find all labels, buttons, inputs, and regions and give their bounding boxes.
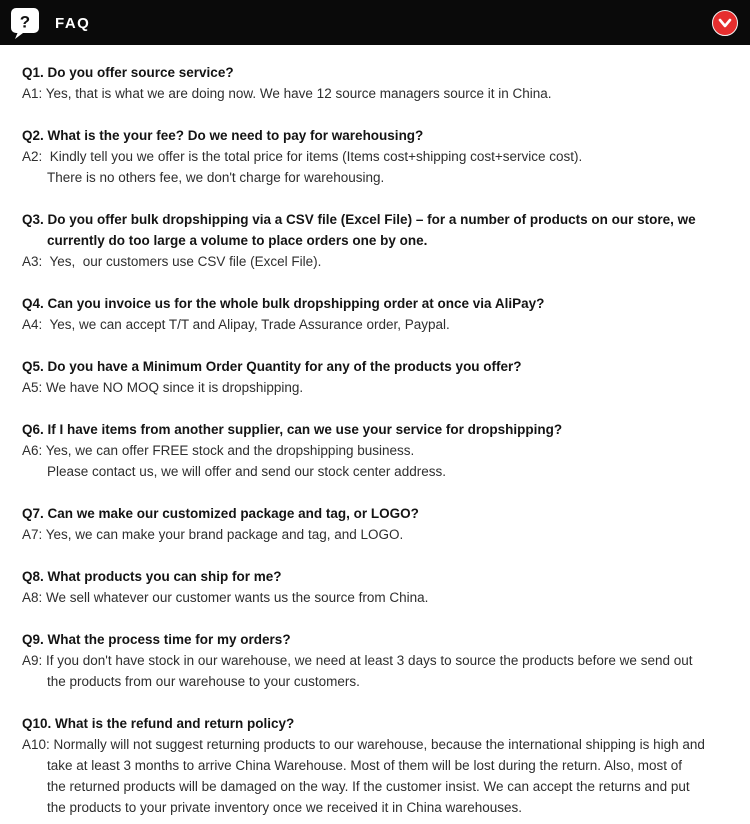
question-line: Q6. If I have items from another supplier, can we use your service for dropshipping?	[22, 422, 563, 437]
faq-header-bar	[0, 0, 750, 45]
answer-line: A7: Yes, we can make your brand package and tag, and LOGO.	[22, 527, 404, 542]
faq-item	[22, 125, 728, 188]
question-line: Q3. Do you offer bulk dropshipping via a CSV file (Excel File) – for a number of products on our store, we	[22, 212, 696, 227]
answer-line: There is no others fee, we don't charge for warehousing.	[47, 170, 385, 185]
faq-question	[22, 356, 728, 377]
answer-line: take at least 3 months to arrive China Warehouse. Most of them will be lost during the return. Also, most of	[47, 758, 683, 773]
faq-answer	[22, 650, 728, 692]
faq-item	[22, 209, 728, 272]
answer-line: A3: Yes, our customers use CSV file (Excel File).	[22, 254, 322, 269]
question-mark-glyph: ?	[19, 12, 31, 31]
faq-item	[22, 293, 728, 335]
header-title: FAQ	[55, 15, 91, 32]
faq-item	[22, 503, 728, 545]
faq-question	[22, 566, 728, 587]
faq-answer	[22, 587, 728, 608]
faq-question	[22, 503, 728, 524]
question-line: Q4. Can you invoice us for the whole bulk dropshipping order at once via AliPay?	[22, 296, 545, 311]
answer-line: A10: Normally will not suggest returning products to our warehouse, because the international shipping is high and	[22, 737, 705, 752]
faq-answer	[22, 83, 728, 104]
answer-line: the products to your private inventory once we received it in China warehouses.	[47, 800, 523, 815]
question-line: Q9. What the process time for my orders?	[22, 632, 291, 647]
answer-line: A6: Yes, we can offer FREE stock and the dropshipping business.	[22, 443, 415, 458]
answer-line: the products from our warehouse to your customers.	[47, 674, 360, 689]
question-line: Q10. What is the refund and return policy?	[22, 716, 295, 731]
answer-line: A4: Yes, we can accept T/T and Alipay, Trade Assurance order, Paypal.	[22, 317, 450, 332]
question-bubble-icon	[8, 5, 42, 41]
question-line: currently do too large a volume to place orders one by one.	[47, 233, 428, 248]
faq-item	[22, 62, 728, 104]
chevron-down-icon	[718, 18, 732, 28]
faq-question	[22, 419, 728, 440]
question-line: Q1. Do you offer source service?	[22, 65, 234, 80]
faq-answer	[22, 377, 728, 398]
faq-answer	[22, 146, 728, 188]
answer-line: A9: If you don't have stock in our warehouse, we need at least 3 days to source the products before we send out	[22, 653, 693, 668]
faq-question	[22, 293, 728, 314]
faq-answer	[22, 734, 728, 818]
faq-item	[22, 629, 728, 692]
faq-answer	[22, 440, 728, 482]
faq-list	[0, 45, 750, 818]
answer-line: Please contact us, we will offer and send our stock center address.	[47, 464, 446, 479]
faq-item	[22, 566, 728, 608]
faq-item	[22, 356, 728, 398]
question-line: Q7. Can we make our customized package and tag, or LOGO?	[22, 506, 419, 521]
answer-line: A5: We have NO MOQ since it is dropshipping.	[22, 380, 304, 395]
faq-item	[22, 419, 728, 482]
answer-line: A2: Kindly tell you we offer is the total price for items (Items cost+shipping cost+service cost).	[22, 149, 583, 164]
faq-question	[22, 629, 728, 650]
answer-line: the returned products will be damaged on the way. If the customer insist. We can accept the returns and put	[47, 779, 690, 794]
faq-item	[22, 713, 728, 818]
question-line: Q5. Do you have a Minimum Order Quantity for any of the products you offer?	[22, 359, 522, 374]
question-line: Q8. What products you can ship for me?	[22, 569, 282, 584]
faq-question	[22, 713, 728, 734]
collapse-toggle-button[interactable]	[712, 10, 738, 36]
faq-question	[22, 62, 728, 83]
faq-answer	[22, 524, 728, 545]
answer-line: A8: We sell whatever our customer wants us the source from China.	[22, 590, 429, 605]
question-line: Q2. What is the your fee? Do we need to pay for warehousing?	[22, 128, 424, 143]
faq-answer	[22, 251, 728, 272]
faq-question	[22, 209, 728, 251]
faq-answer	[22, 314, 728, 335]
faq-question	[22, 125, 728, 146]
answer-line: A1: Yes, that is what we are doing now. We have 12 source managers source it in China.	[22, 86, 552, 101]
